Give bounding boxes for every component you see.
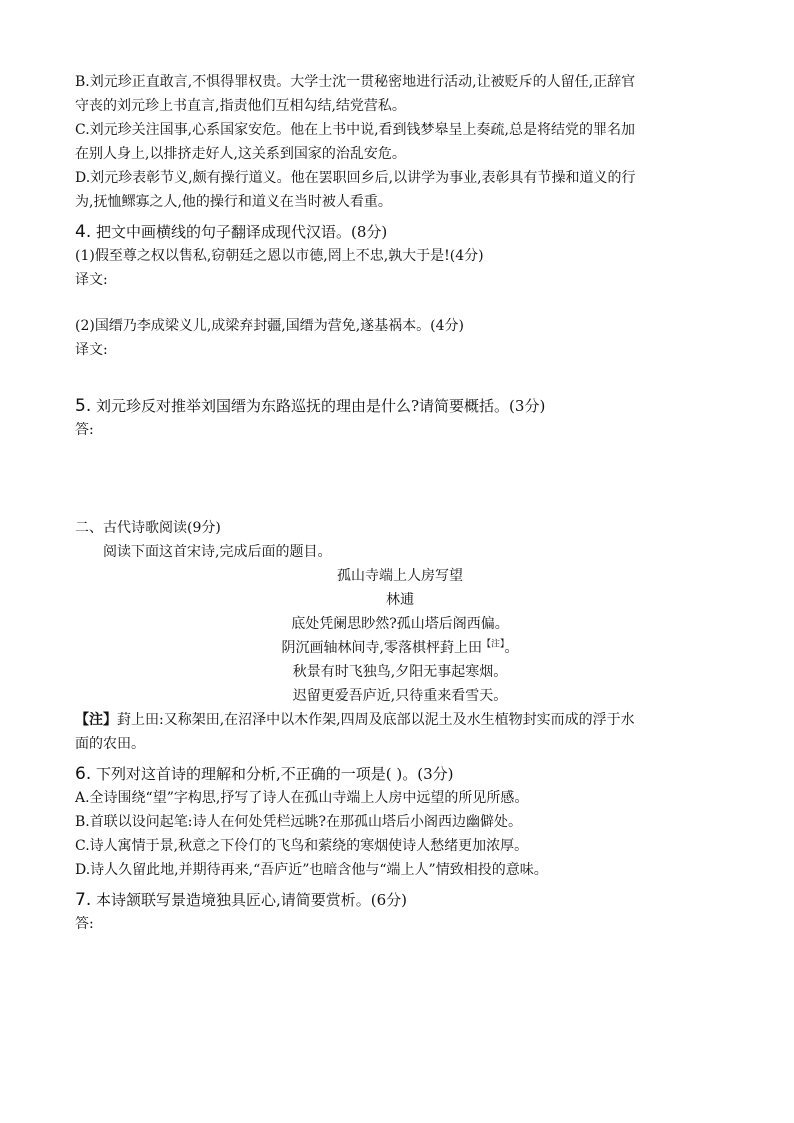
section-2-title: 二、古代诗歌阅读(9分): [75, 520, 221, 536]
option-b-line2: 守丧的刘元珍上书直言,指责他们互相勾结,结党营私。: [75, 98, 406, 114]
note-text: 葑上田:又称架田,在沼泽中以木作架,四周及底部以泥土及水生植物封实而成的浮于水: [117, 712, 635, 728]
poem-author: 林逋: [386, 592, 414, 608]
question-number: 5.: [75, 396, 92, 416]
q4-sentence-1: (1)假至尊之权以售私,窃朝廷之恩以市德,罔上不忠,孰大于是!(4分): [75, 248, 484, 264]
option-d-line2: 为,抚恤鳏寡之人,他的操行和道义在当时被人看重。: [75, 194, 392, 210]
q4-translation-label-2: 译文:: [75, 342, 108, 358]
option-c-line2: 在别人身上,以排挤走好人,这关系到国家的治乱安危。: [75, 146, 406, 162]
question-5: [75, 394, 725, 418]
q4-sentence-2: (2)国缙乃李成梁义儿,成梁弃封疆,国缙为营免,遂基祸本。(4分): [75, 318, 465, 334]
q6-option-c: C.诗人寓情于景,秋意之下伶仃的飞鸟和萦绕的寒烟使诗人愁绪更加浓厚。: [75, 838, 529, 854]
question-6: [75, 762, 725, 786]
option-b-line1: B.刘元珍正直敢言,不惧得罪权贵。大学士沈一贯秘密地进行活动,让被贬斥的人留任,正辞官: [75, 74, 636, 90]
question-number: 6.: [75, 764, 92, 784]
q6-option-b: B.首联以设问起笔:诗人在何处凭栏远眺?在那孤山塔后小阁西边幽僻处。: [75, 814, 522, 830]
q7-answer-label: 答:: [75, 916, 94, 932]
exam-page: [75, 70, 725, 936]
poem-line-1: 底处凭阑思眇然?孤山塔后阁西偏。: [291, 616, 509, 632]
question-text: 下列对这首诗的理解和分析,不正确的一项是( )。(3分): [96, 765, 454, 783]
question-4: [75, 220, 725, 244]
poem-note-line2: 面的农田。: [75, 736, 145, 752]
section-2-instruction: 阅读下面这首宋诗,完成后面的题目。: [103, 544, 332, 560]
poem-line-2: [75, 636, 725, 660]
question-text: 本诗颔联写景造境独具匠心,请简要赏析。(6分): [96, 891, 408, 909]
question-number: 7.: [75, 890, 92, 910]
option-d-line1: D.刘元珍表彰节义,颇有操行道义。他在罢职回乡后,以讲学为事业,表彰具有节操和道义的行: [75, 170, 636, 186]
question-text: 把文中画横线的句子翻译成现代汉语。(8分): [96, 223, 388, 241]
note-label: 【注】: [75, 712, 117, 728]
q6-option-a: A.全诗围绕“望”字构思,抒写了诗人在孤山寺端上人房中远望的所见所感。: [75, 790, 529, 806]
poem-title: 孤山寺端上人房写望: [337, 568, 463, 584]
poem-line-3: 秋景有时飞独鸟,夕阳无事起寒烟。: [292, 664, 508, 680]
q4-translation-label-1: 译文:: [75, 272, 108, 288]
q6-option-d: D.诗人久留此地,并期待再来,“吾庐近”也暗含他与“端上人”情致相投的意味。: [75, 862, 548, 878]
poem-line-2-text: 阴沉画轴林间寺,零落棋枰葑上田: [281, 640, 482, 656]
question-number: 4.: [75, 222, 92, 242]
poem-line-4: 迟留更爱吾庐近,只待重来看雪天。: [292, 688, 508, 704]
question-text: 刘元珍反对推举刘国缙为东路巡抚的理由是什么?请简要概括。(3分): [96, 397, 546, 415]
q5-answer-label: 答:: [75, 422, 94, 438]
poem-note-mark: 【注】: [481, 639, 505, 650]
poem-line-2-end: 。: [504, 640, 519, 656]
poem-note-line1: [75, 708, 725, 732]
option-c-line1: C.刘元珍关注国事,心系国家安危。他在上书中说,看到钱梦皋呈上奏疏,总是将结党的罪名加: [75, 122, 636, 138]
question-7: [75, 888, 725, 912]
